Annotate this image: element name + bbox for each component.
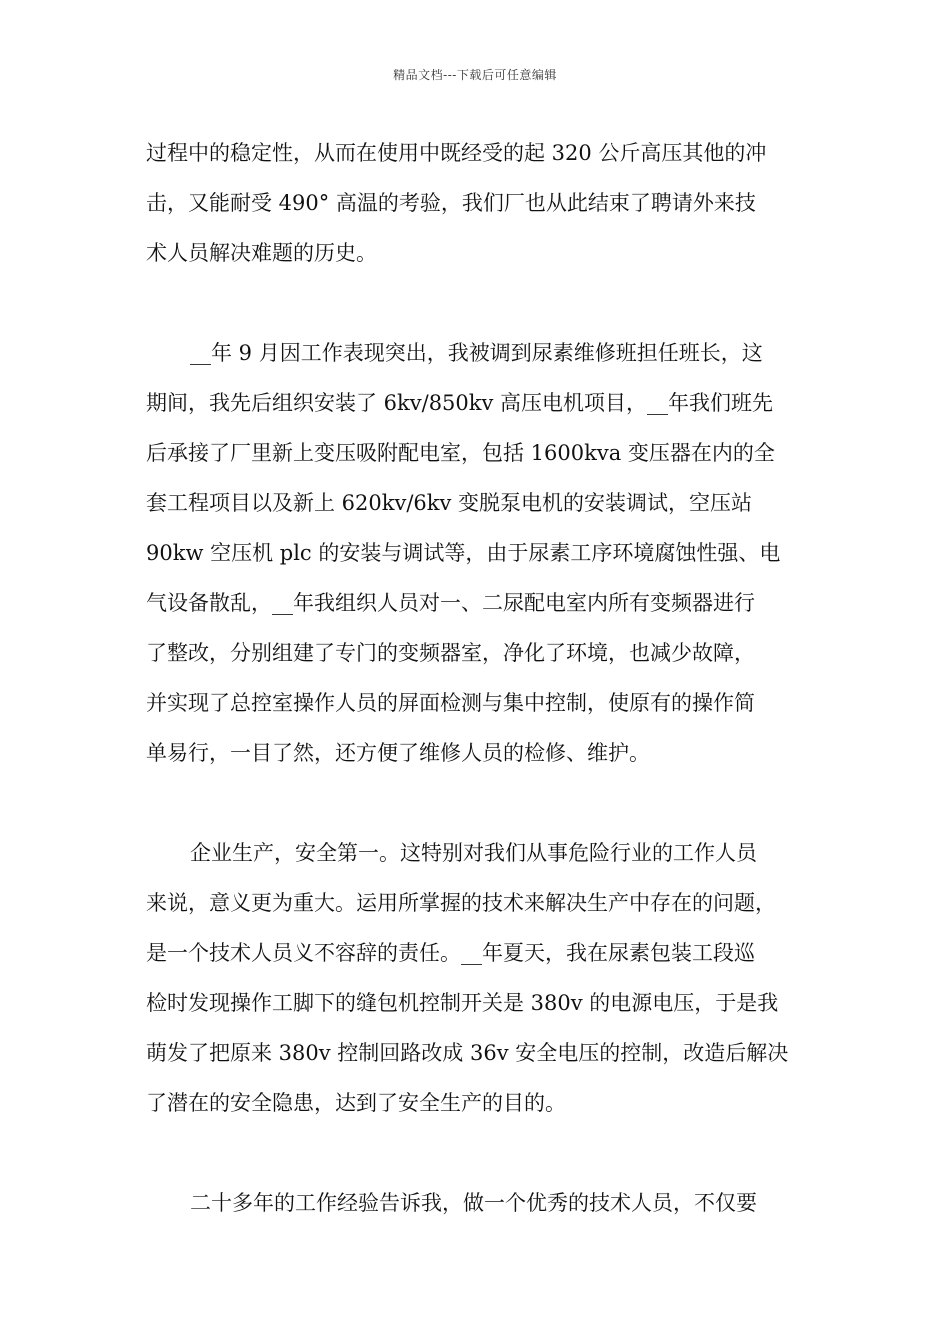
paragraph-line: 气设备散乱，__年我组织人员对一、二尿配电室内所有变频器进行 bbox=[146, 591, 755, 615]
document-body bbox=[146, 128, 808, 1228]
paragraph-line: 后承接了厂里新上变压吸附配电室，包括 1600kva 变压器在内的全 bbox=[146, 441, 775, 465]
paragraph-line: 单易行，一目了然，还方便了维修人员的检修、维护。 bbox=[146, 741, 650, 765]
paragraph-line: 过程中的稳定性，从而在使用中既经受的起 320 公斤高压其他的冲 bbox=[146, 141, 767, 165]
paragraph-line: 检时发现操作工脚下的缝包机控制开关是 380v 的电源电压，于是我 bbox=[146, 991, 779, 1015]
paragraph-line: 了整改，分别组建了专门的变频器室，净化了环境，也减少故障， bbox=[146, 641, 755, 665]
paragraph-line: 了潜在的安全隐患，达到了安全生产的目的。 bbox=[146, 1091, 566, 1115]
paragraph-1 bbox=[146, 128, 808, 278]
paragraph-line: 萌发了把原来 380v 控制回路改成 36v 安全电压的控制，改造后解决 bbox=[146, 1041, 789, 1065]
paragraph-line: 企业生产，安全第一。这特别对我们从事危险行业的工作人员 bbox=[190, 841, 757, 865]
paragraph-line: 来说，意义更为重大。运用所掌握的技术来解决生产中存在的问题， bbox=[146, 891, 776, 915]
paragraph-4 bbox=[146, 1178, 808, 1228]
paragraph-line: 是一个技术人员义不容辞的责任。__年夏天，我在尿素包装工段巡 bbox=[146, 941, 755, 965]
paragraph-line: 并实现了总控室操作人员的屏面检测与集中控制，使原有的操作简 bbox=[146, 691, 755, 715]
paragraph-gap bbox=[146, 778, 808, 828]
paragraph-line: 套工程项目以及新上 620kv/6kv 变脱泵电机的安装调试，空压站 bbox=[146, 491, 753, 515]
paragraph-line: 二十多年的工作经验告诉我，做一个优秀的技术人员，不仅要 bbox=[190, 1191, 757, 1215]
paragraph-line: 术人员解决难题的历史。 bbox=[146, 241, 377, 265]
paragraph-gap bbox=[146, 1128, 808, 1178]
paragraph-line: 期间，我先后组织安装了 6kv/850kv 高压电机项目，__年我们班先 bbox=[146, 391, 774, 415]
paragraph-line: 击，又能耐受 490° 高温的考验，我们厂也从此结束了聘请外来技 bbox=[146, 191, 756, 215]
page-header: 精品文档---下载后可任意编辑 bbox=[393, 68, 557, 82]
paragraph-gap bbox=[146, 278, 808, 328]
paragraph-3 bbox=[146, 828, 808, 1128]
paragraph-2 bbox=[146, 328, 808, 778]
paragraph-line: __年 9 月因工作表现突出，我被调到尿素维修班担任班长，这 bbox=[190, 341, 763, 365]
paragraph-line: 90kw 空压机 plc 的安装与调试等，由于尿素工序环境腐蚀性强、电 bbox=[146, 541, 781, 565]
